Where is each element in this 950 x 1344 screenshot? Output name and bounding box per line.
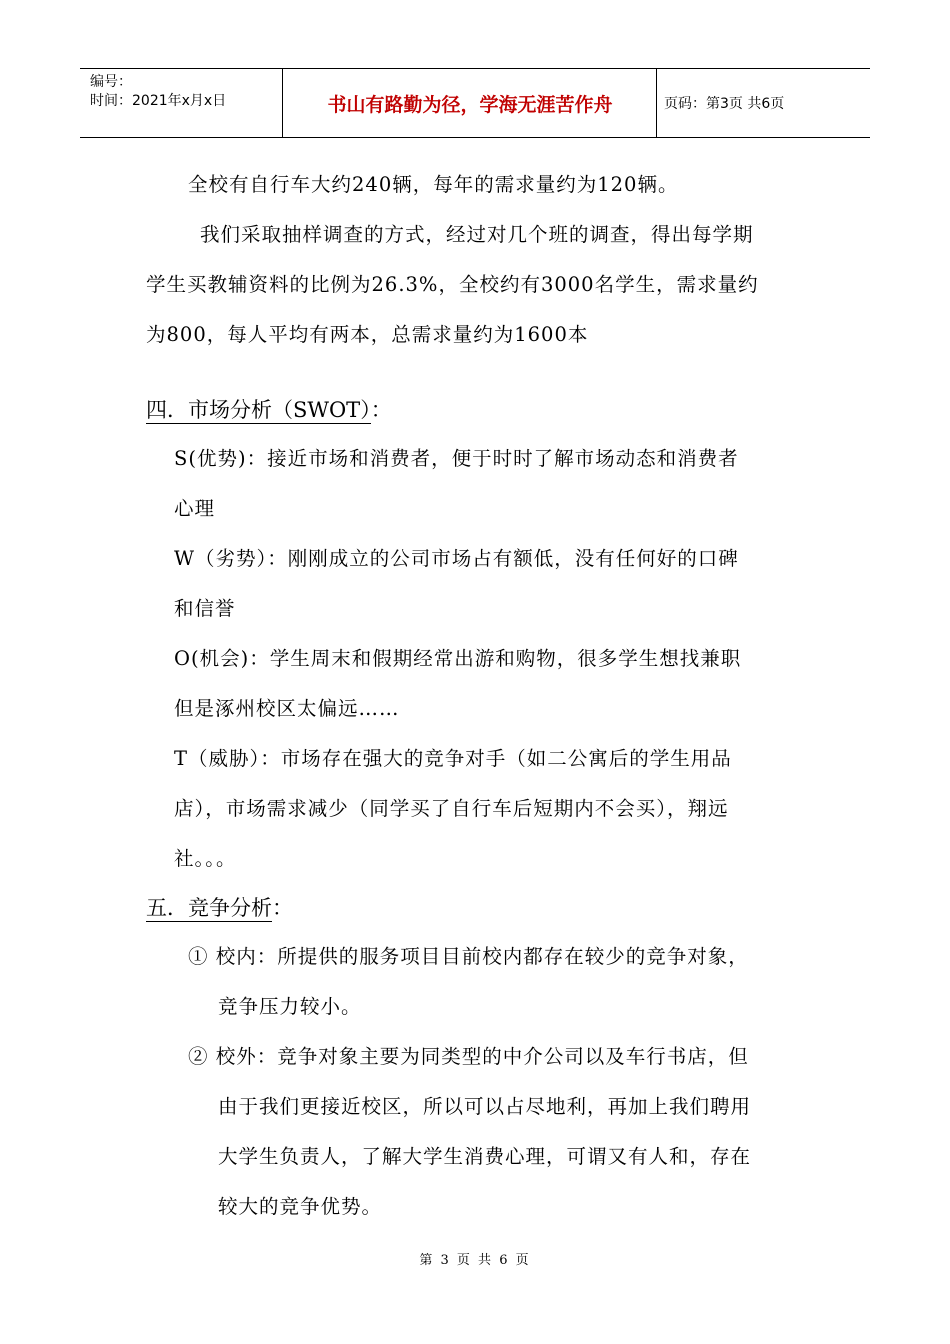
competition-external: 大学生负责人，了解大学生消费心理，可谓又有人和，存在 [218,1145,752,1168]
swot-threat: 社。。。 [174,847,237,870]
paragraph-survey-line: 我们采取抽样调查的方式，经过对几个班的调查，得出每学期 [200,223,754,246]
paragraph-survey-line: 学生买教辅资料的比例为26.3%，全校约有3000名学生，需求量约 [146,273,759,296]
header-divider [282,69,283,137]
section-heading-competition [146,894,293,922]
swot-strength: 心理 [174,497,216,520]
header-motto: 书山有路勤为径，学海无涯苦作舟 [327,93,613,116]
swot-weakness: 和信誉 [174,597,236,620]
document-header [80,68,870,138]
section-heading-text: 四．市场分析（SWOT） [146,398,371,422]
competition-external: 由于我们更接近校区，所以可以占尽地利，再加上我们聘用 [218,1095,752,1118]
paragraph-bicycles: 全校有自行车大约240辆，每年的需求量约为120辆。 [188,173,679,196]
swot-strength: S(优势)：接近市场和消费者，便于时时了解市场动态和消费者 [174,447,739,470]
section-heading-swot [146,396,392,424]
header-page-info: 页码：第3页 共6页 [664,96,785,112]
swot-opportunity: 但是涿州校区太偏远…… [174,697,400,720]
swot-weakness: W（劣势）：刚刚成立的公司市场占有额低，没有任何好的口碑 [174,547,739,570]
swot-threat: 店），市场需求减少（同学买了自行车后短期内不会买），翔远 [174,797,729,820]
section-heading-colon: ： [370,398,392,422]
time-label: 时间：2021年x月x日 [90,93,227,109]
section-heading-colon: ： [272,896,293,920]
competition-external: ② 校外：竞争对象主要为同类型的中介公司以及车行书店，但 [188,1045,749,1068]
section-heading-text: 五．竞争分析 [146,896,272,920]
swot-opportunity: O(机会)：学生周末和假期经常出游和购物，很多学生想找兼职 [174,647,742,670]
page-footer: 第 3 页 共 6 页 [419,1253,531,1268]
header-divider [656,69,657,137]
competition-internal: 竞争压力较小。 [218,995,362,1018]
paragraph-survey-line: 为800，每人平均有两本，总需求量约为1600本 [146,323,589,346]
swot-threat: T（威胁）：市场存在强大的竞争对手（如二公寓后的学生用品 [174,747,732,770]
competition-external: 较大的竞争优势。 [218,1195,383,1218]
competition-internal: ① 校内：所提供的服务项目目前校内都存在较少的竞争对象， [188,945,749,968]
header-meta [90,73,280,111]
number-label: 编号： [90,74,132,90]
